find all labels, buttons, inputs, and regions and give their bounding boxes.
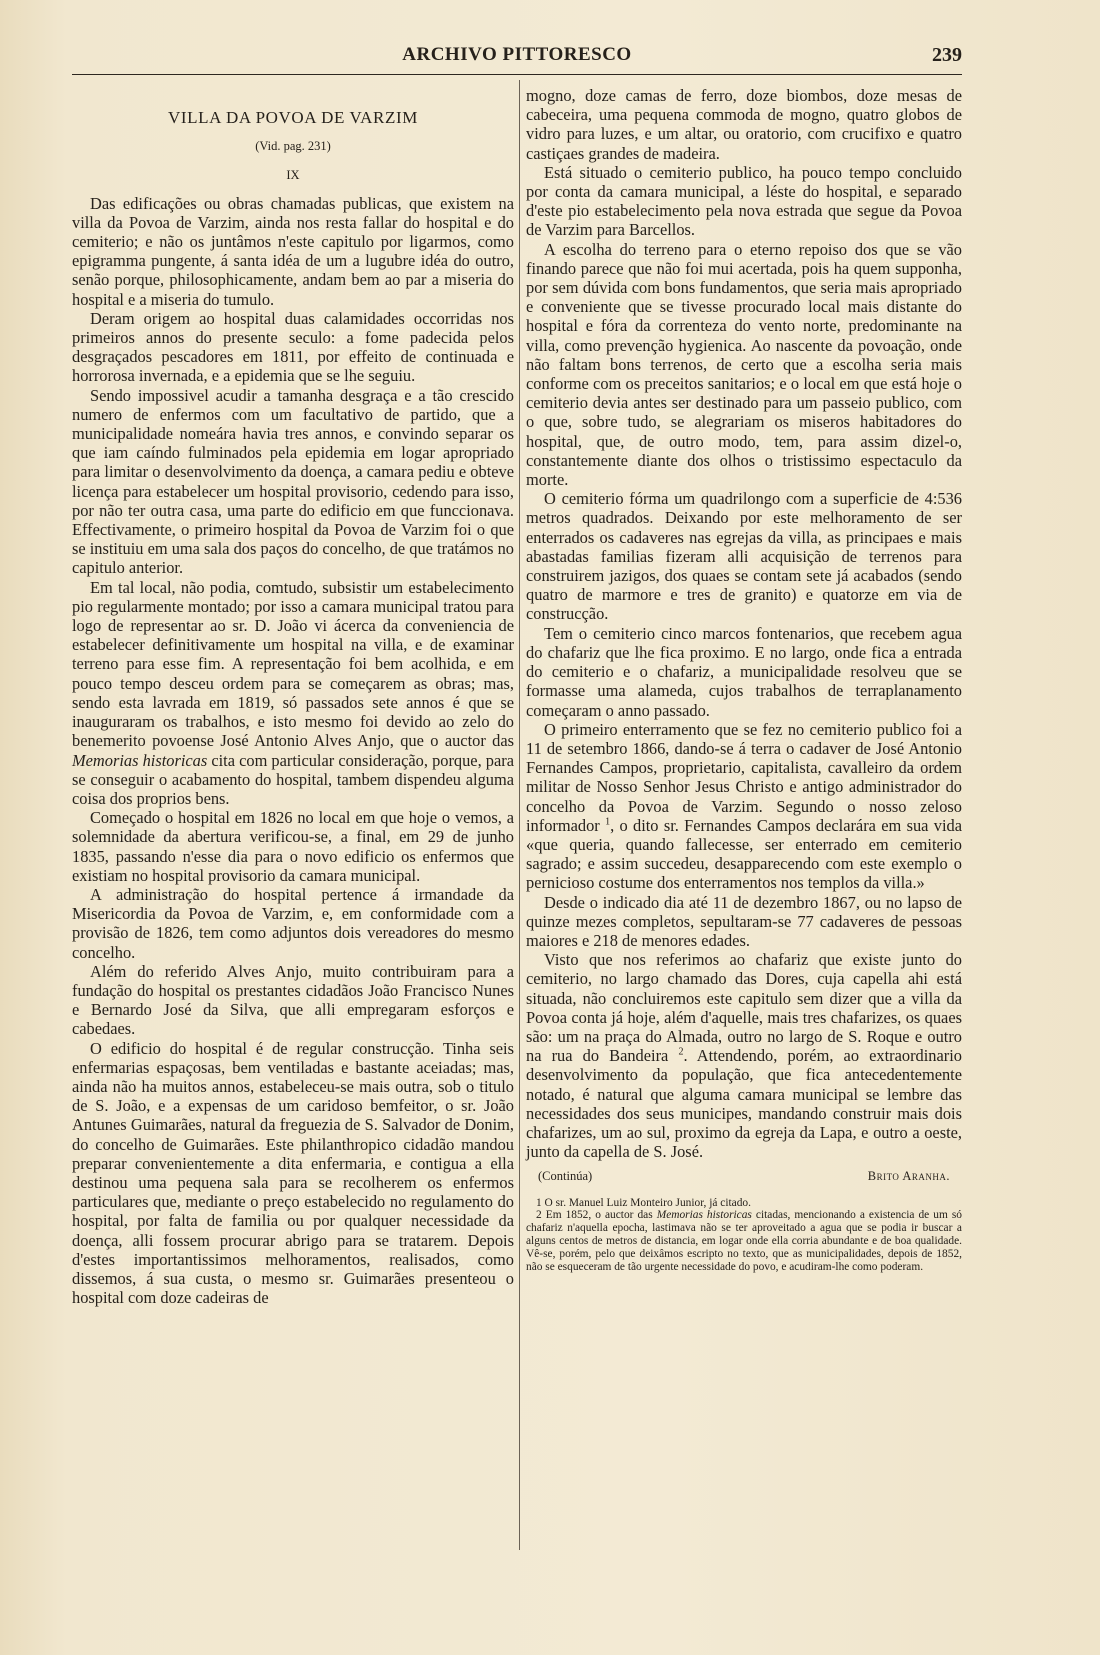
paragraph: mogno, doze camas de ferro, doze biombos, doze mesas de cabeceira, uma pequena commoda de mogno, quatro globos de vidro para luzes, e um altar, ou oratorio, com crucifixo e quatro castiçaes grandes de madeira.	[526, 86, 962, 163]
paragraph: A administração do hospital pertence á irmandade da Misericordia da Povoa de Varzim, e, em conformidade com a provisão de 1826, tem como adjuntos dois vereadores do mesmo concelho.	[72, 884, 514, 962]
footnote-text: citadas, mencionando a existencia de um só chafariz n'aquella epocha, lastimava não se ter aproveitado a agua que se podia ir buscar a alguns centos de metros de distancia, em logar onde ella corria abundante e de boa qualidade. Vê-se, porém, pelo que deixâmos escripto no texto, que as municipalidades, depois de 1852, não se esqueceram de tão urgente necessidade do povo, e acudiram-lhe como poderam.	[526, 1209, 962, 1273]
paragraph-text: Em tal local, não podia, comtudo, subsistir um estabelecimento pio regularmente montado; por isso a camara municipal tratou para logo de representar ao sr. D. João vi ácerca da conveniencia de estabelecer definitivamente um hospital na villa, e de examinar terreno para esse fim. A representação foi bem acolhida, e em pouco tempo desceu ordem para se começarem as obras; mas, sendo esta lavrada em 1819, só passados sete annos é que se inauguraram os trabalhos, e isto mesmo foi devido ao zelo do benemerito povoense José Antonio Alves Anjo, que o auctor das	[72, 577, 514, 751]
footnote	[526, 1209, 962, 1273]
paragraph: A escolha do terreno para o eterno repoiso dos que se vão finando parece que não foi mui acertada, pois ha quem supponha, por sem dúvida com bons fundamentos, que seria mais apropriado e conveniente que se tivesse procurado local mais distante do hospital e fóra da correnteza do vento norte, predominante na villa, como prevenção hygienica. Ao nascente da povoação, onde não faltam bons terrenos, de certo que a escolha seria mais conforme com os preceitos sanitarios; e o local em que está hoje o cemiterio devia antes ser destinado para um passeio publico, com o que, sobre tudo, se alegrariam os miseros habitadores do hospital, que, de outro modo, tem, para assim dizel-o, constantemente diante dos olhos o tristissimo espectaculo da morte.	[526, 239, 962, 490]
paragraph-text: Visto que nos referimos ao chafariz que existe junto do cemiterio, no largo chamado das Dores, cuja capella ahi está situada, não concluiremos este capitulo sem dizer que a villa da Povoa conta já hoje, além d'aquelle, mais tres chafarizes, os quaes são: um na praça do Almada, outro no largo de S. Roque e outro na rua do Bandeira	[526, 950, 962, 1066]
paragraph-text: , o dito sr. Fernandes Campos declarára em sua vida «que queria, quando fallecesse, ser enterrado em cemiterio sagrado; e assim succedeu, desapparecendo com este exemplo o pernicioso costume dos enterramentos nos templos da villa.»	[526, 815, 962, 893]
page-header	[72, 40, 962, 74]
paragraph: Sendo impossivel acudir a tamanha desgraça e a tão crescido numero de enfermos com um facultativo de partido, que a municipalidade nomeára havia tres annos, e convindo separar os que iam caíndo fulminados pela epidemia em logar apropriado para limitar o desenvolvimento da doença, a camara pediu e obteve licença para estabelecer um hospital provisorio, cedendo para isso, por não ter outra casa, uma parte do edificio em que funccionava. Effectivamente, o primeiro hospital da Povoa de Varzim foi o que se instituiu em uma sala dos paços do concelho, de que tratámos no capitulo anterior.	[72, 385, 514, 578]
book-title-italic: Memorias historicas	[72, 750, 208, 770]
header-rule	[72, 74, 962, 75]
paragraph: Além do referido Alves Anjo, muito contribuiram para a fundação do hospital os prestantes cidadãos João Francisco Nunes e Bernardo José da Silva, que alli empregaram esforços e cabedaes.	[72, 961, 514, 1039]
book-title-italic: Memorias historicas	[656, 1209, 752, 1222]
paragraph-text: . Attendendo, porém, ao extraordinario desenvolvimento da população, que fica antecedentemente notado, é natural que alguma camara municipal se lembre das necessidades dos seus municipes, mandando construir mais dois chafarizes, um ao sul, proximo da egreja da Lapa, e outro a oeste, junto da capella de S. José.	[526, 1046, 962, 1162]
footnote-ref: 2	[678, 1046, 684, 1058]
paragraph: Das edificações ou obras chamadas publicas, que existem na villa da Povoa de Varzim, ainda nos resta fallar do hospital e do cemiterio; e não os juntâmos n'este capitulo por ligarmos, como epigramma pungente, á santa idéa de um a lugubre idéa do outro, senão porque, philosophicamente, andam bem ao par a miseria do hospital e a miseria do tumulo.	[72, 193, 514, 309]
page-number: 239	[932, 44, 962, 66]
running-head: ARCHIVO PITTORESCO	[402, 44, 632, 65]
left-column	[72, 86, 514, 1307]
paragraph-text: cita com particular consideração, porque, para se conseguir o acabamento do hospital, tambem dispendeu alguma coisa dos proprios bens.	[72, 750, 514, 808]
chapter-number: IX	[286, 168, 300, 183]
author-name: Brito Aranha.	[867, 1169, 950, 1184]
paragraph: O edificio do hospital é de regular construcção. Tinha seis enfermarias espaçosas, bem ventiladas e bastante aceiadas; mas, ainda não ha muitos annos, estabeleceu-se mais outra, sob o titulo de S. João, e a expensas de um caridoso bemfeitor, o sr. João Antunes Guimarães, natural da freguezia de S. Salvador de Donim, do concelho de Guimarães. Este philanthropico cidadão mandou preparar convenientemente a dita enfermaria, e contigua a ella destinou uma pequena sala para se recolherem os enfermos particulares que, mediante o preço estabelecido no regulamento do hospital, por falta de familia ou por qualquer necessidade da doença, alli fossem procurar abrigo para se tratarem. Depois d'estes importantissimos melhoramentos, realisados, como dissemos, á sua custa, o mesmo sr. Guimarães presenteou o hospital com doze cadeiras de	[72, 1038, 514, 1308]
paragraph: Deram origem ao hospital duas calamidades occorridas nos primeiros annos do presente seculo: a fome padecida pelos desgraçados pescadores em 1811, por effeito de continuada e horrorosa invernada, e a epidemia que se lhe seguiu.	[72, 308, 514, 386]
paragraph-text: O primeiro enterramento que se fez no cemiterio publico foi a 11 de setembro 1866, dando-se á terra o cadaver de José Antonio Fernandes Campos, proprietario, capitalista, cavalleiro da ordem militar de Nosso Senhor Jesus Christo e antigo administrador do concelho da Povoa de Varzim. Segundo o nosso zeloso informador	[526, 719, 962, 835]
article-signoff	[538, 1167, 950, 1186]
paragraph: Começado o hospital em 1826 no local em que hoje o vemos, a solemnidade da abertura verificou-se, a final, em 29 de junho 1835, passando n'esse dia para o novo edificio os enfermos que existiam no hospital provisorio da camara municipal.	[72, 808, 514, 885]
footnotes	[526, 1197, 962, 1274]
footnote-text: 2 Em 1852, o auctor das	[536, 1209, 657, 1222]
paragraph: O cemiterio fórma um quadrilongo com a superficie de 4:536 metros quadrados. Deixando por este melhoramento de ser enterrados os cadaveres nas egrejas da villa, as principaes e mais abastadas familias fizeram alli acquisição de terrenos para construirem jazigos, dos quaes se contam sete já acabados (sendo quatro de marmore e tres de granito) e quatorze em via de construcção.	[526, 489, 962, 624]
footnote-ref: 1	[605, 816, 611, 828]
paragraph: Está situado o cemiterio publico, ha pouco tempo concluido por conta da camara municipal, a léste do hospital, e separado d'este pio estabelecimento pela nova estrada que segue da Povoa de Varzim para Barcellos.	[526, 162, 962, 240]
right-column	[526, 86, 962, 1273]
page-reference: (Vid. pag. 231)	[255, 139, 331, 154]
paragraph	[526, 720, 962, 893]
paragraph: Tem o cemiterio cinco marcos fontenarios, que recebem agua do chafariz que lhe fica proximo. E no largo, onde fica a entrada do cemiterio e o chafariz, a municipalidade resolveu que se formasse uma alameda, cujos trabalhos de terraplanamento começaram o anno passado.	[526, 623, 962, 720]
article-title: VILLA DA POVOA DE VARZIM	[168, 108, 418, 127]
continued-note: (Continúa)	[538, 1169, 593, 1184]
paragraph	[72, 578, 514, 808]
column-divider	[519, 80, 520, 1550]
footnote: 1 O sr. Manuel Luiz Monteiro Junior, já citado.	[536, 1196, 751, 1209]
paragraph: Desde o indicado dia até 11 de dezembro 1867, ou no lapso de quinze mezes completos, sepultaram-se 77 cadaveres de pessoas maiores e 218 de menores edades.	[526, 892, 962, 950]
paragraph	[526, 950, 962, 1161]
